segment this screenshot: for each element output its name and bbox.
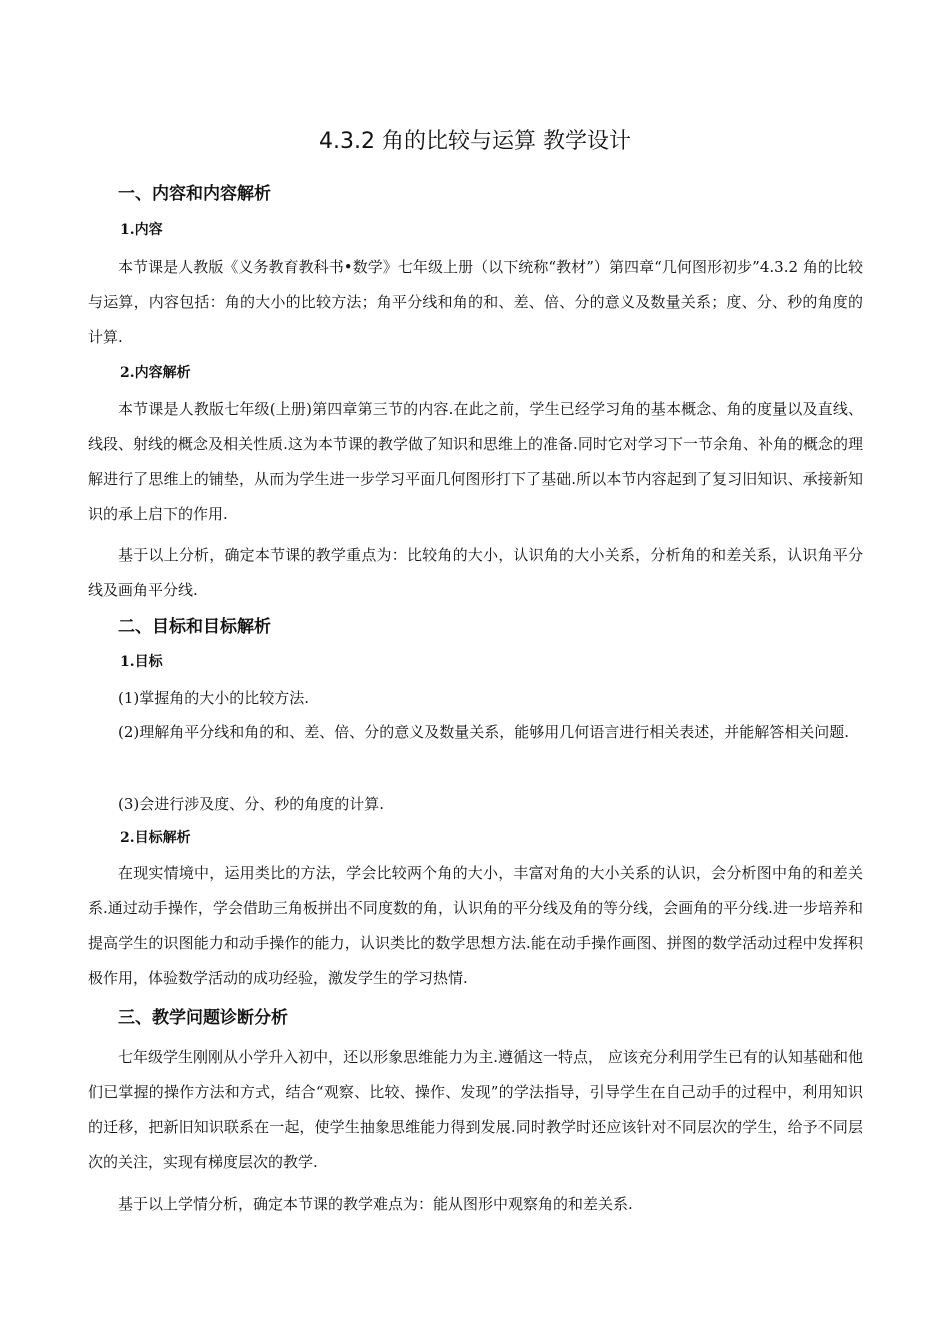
subsection-heading-content-analysis: 2.内容解析 (120, 365, 191, 381)
paragraph-teaching-focus: 基于以上分析，确定本节课的教学重点为：比较角的大小，认识角的大小关系，分析角的和差关系，认识角平分线及画角平分线. (88, 546, 863, 599)
goal-item-3: (3)会进行涉及度、分、秒的角度的计算. (118, 795, 385, 813)
section-heading-goals: 二、目标和目标解析 (118, 617, 271, 637)
paragraph-diagnosis: 七年级学生刚刚从小学升入初中，还以形象思维能力为主.遵循这一特点， 应该充分利用学生已有的认知基础和他们已掌握的操作方法和方式，结合“观察、比较、操作、发现”的学法指导，引导学生在自己动手的过程中，利用知识的迁移，把新旧知识联系在一起，使学生抽象思维能力得到发展.同时教学时还应该针对不同层次的学生，给予不同层次的关注，实现有梯度层次的教学. (88, 1048, 863, 1171)
paragraph-content-analysis: 本节课是人教版七年级(上册)第四章第三节的内容.在此之前，学生已经学习角的基本概念、角的度量以及直线、线段、射线的概念及相关性质.这为本节课的教学做了知识和思维上的准备.同时它对学习下一节余角、补角的概念的理解进行了思维上的铺垫，从而为学生进一步学习平面几何图形打下了基础.所以本节内容起到了复习旧知识、承接新知识的承上启下的作用. (88, 400, 863, 523)
section-heading-diagnosis: 三、教学问题诊断分析 (118, 1008, 288, 1028)
subsection-heading-content: 1.内容 (120, 222, 163, 238)
goal-item-2: (2)理解角平分线和角的和、差、倍、分的意义及数量关系，能够用几何语言进行相关表述，并能解答相关问题. (118, 723, 850, 741)
paragraph-teaching-difficulty: 基于以上学情分析，确定本节课的教学难点为：能从图形中观察角的和差关系. (118, 1195, 633, 1213)
document-title: 4.3.2 角的比较与运算 教学设计 (319, 129, 631, 154)
subsection-heading-goals: 1.目标 (120, 654, 163, 670)
subsection-heading-goal-analysis: 2.目标解析 (120, 830, 191, 846)
section-heading-content: 一、内容和内容解析 (118, 184, 271, 204)
goal-item-1: (1)掌握角的大小的比较方法. (118, 689, 310, 707)
paragraph-content: 本节课是人教版《义务教育教科书•数学》七年级上册（以下统称“教材”）第四章“几何图形初步”4.3.2 角的比较与运算，内容包括：角的大小的比较方法；角平分线和角的和、差、倍、分的意义及数量关系；度、分、秒的角度的计算. (88, 258, 863, 346)
paragraph-goal-analysis: 在现实情境中，运用类比的方法，学会比较两个角的大小，丰富对角的大小关系的认识，会分析图中角的和差关系.通过动手操作，学会借助三角板拼出不同度数的角，认识角的平分线及角的等分线，会画角的平分线.进一步培养和提高学生的识图能力和动手操作的能力，认识类比的数学思想方法.能在动手操作画图、拼图的数学活动过程中发挥积极作用，体验数学活动的成功经验，激发学生的学习热情. (88, 864, 863, 987)
